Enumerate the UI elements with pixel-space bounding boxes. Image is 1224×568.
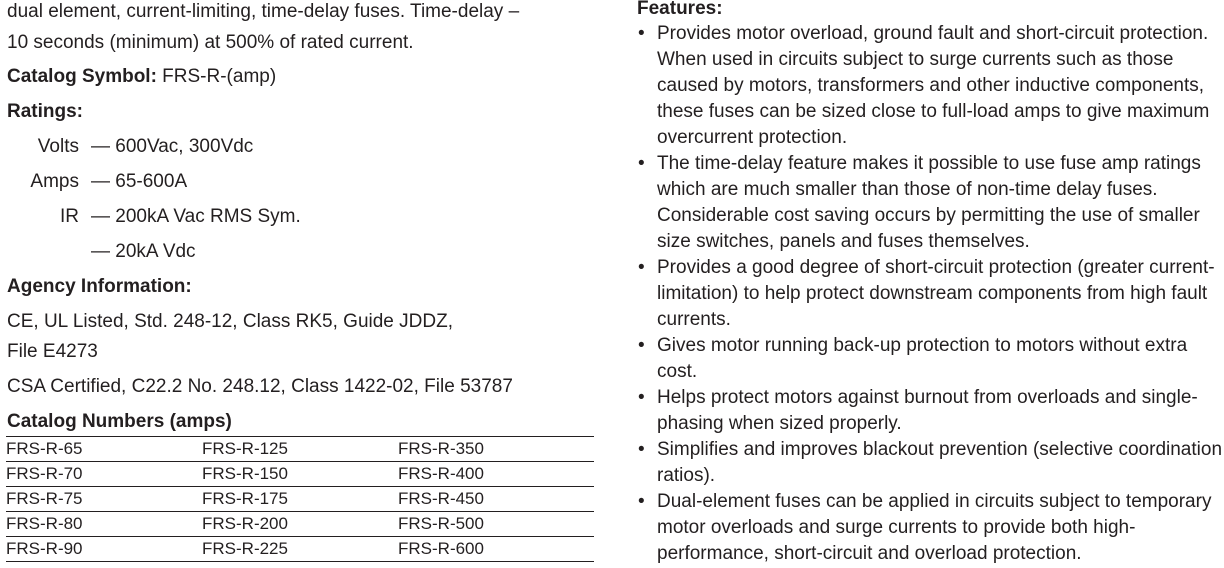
rating-value: — 200kA Vac RMS Sym. (91, 206, 301, 227)
catalog-symbol-label: Catalog Symbol: (7, 66, 157, 87)
table-cell: FRS-R-80 (6, 512, 202, 537)
rating-value: — 600Vac, 300Vdc (91, 136, 254, 157)
feature-text: Provides a good degree of short-circuit protection (greater current-limitation) to help protect downstream components from high fault currents. (657, 257, 1215, 330)
agency-line-2: File E4273 (7, 341, 98, 362)
table-cell: FRS-R-400 (398, 462, 594, 487)
feature-text: Helps protect motors against burnout from overloads and single-phasing when sized properly. (657, 387, 1198, 434)
bullet-icon: • (638, 257, 645, 278)
bullet-icon: • (638, 387, 645, 408)
table-cell: FRS-R-450 (398, 487, 594, 512)
table-cell: FRS-R-500 (398, 512, 594, 537)
bullet-icon: • (638, 491, 645, 512)
list-item (637, 255, 1224, 333)
table-row (6, 512, 594, 537)
rating-label: Volts (37, 136, 79, 157)
intro-line-2: 10 seconds (minimum) at 500% of rated current. (7, 32, 414, 53)
table-cell: FRS-R-70 (6, 462, 202, 487)
rating-value: — 20kA Vdc (91, 241, 196, 262)
feature-text: Dual-element fuses can be applied in circuits subject to temporary motor overloads and surge currents to provide both high-performance, short-circuit and overload protection. (657, 491, 1212, 564)
agency-heading: Agency Information: (7, 276, 192, 297)
feature-text: The time-delay feature makes it possible to use fuse amp ratings which are much smaller than those of non-time delay fuses. Considerable cost saving occurs by permitting the use of smaller size switches, panels and fuses themselves. (657, 153, 1201, 252)
rating-row-dc (7, 241, 407, 263)
bullet-icon: • (638, 335, 645, 356)
table-row (6, 537, 594, 562)
rating-row-amps (7, 171, 407, 193)
list-item (637, 333, 1224, 385)
table-row (6, 437, 594, 462)
list-item (637, 489, 1224, 567)
list-item (637, 21, 1224, 151)
rating-row-volts (7, 136, 407, 158)
agency-line-1: CE, UL Listed, Std. 248-12, Class RK5, Guide JDDZ, (7, 311, 453, 332)
feature-text: Simplifies and improves blackout prevention (selective coordination ratios). (657, 439, 1223, 486)
rating-row-ir (7, 206, 407, 228)
features-list (637, 21, 1224, 567)
intro-line-1: dual element, current-limiting, time-delay fuses. Time-delay – (7, 1, 520, 22)
feature-text: Gives motor running back-up protection to motors without extra cost. (657, 335, 1188, 382)
list-item (637, 437, 1224, 489)
catalog-symbol-value: FRS-R-(amp) (156, 66, 277, 87)
table-cell: FRS-R-200 (202, 512, 398, 537)
list-item (637, 151, 1224, 255)
bullet-icon: • (638, 153, 645, 174)
table-cell: FRS-R-75 (6, 487, 202, 512)
features-heading: Features: (637, 0, 723, 19)
rating-label: Amps (30, 171, 79, 192)
bullet-icon: • (638, 439, 645, 460)
table-cell: FRS-R-175 (202, 487, 398, 512)
rating-label: IR (60, 206, 79, 227)
table-row (6, 462, 594, 487)
rating-value: — 65-600A (91, 171, 188, 192)
table-cell: FRS-R-350 (398, 437, 594, 462)
table-cell: FRS-R-65 (6, 437, 202, 462)
table-cell: FRS-R-600 (398, 537, 594, 562)
list-item (637, 385, 1224, 437)
feature-text: Provides motor overload, ground fault and short-circuit protection. When used in circuits subject to surge currents such as those caused by motors, transformers and other inductive components, these fuses can be sized close to full-load amps to give maximum overcurrent protection. (657, 23, 1210, 148)
catalog-symbol (7, 66, 276, 88)
agency-line-3: CSA Certified, C22.2 No. 248.12, Class 1422-02, File 53787 (7, 376, 513, 397)
ratings-heading: Ratings: (7, 101, 83, 122)
bullet-icon: • (638, 23, 645, 44)
catalog-numbers-table (6, 436, 594, 562)
table-cell: FRS-R-150 (202, 462, 398, 487)
table-cell: FRS-R-125 (202, 437, 398, 462)
table-cell: FRS-R-90 (6, 537, 202, 562)
table-row (6, 487, 594, 512)
table-cell: FRS-R-225 (202, 537, 398, 562)
catalog-numbers-heading: Catalog Numbers (amps) (7, 411, 232, 432)
